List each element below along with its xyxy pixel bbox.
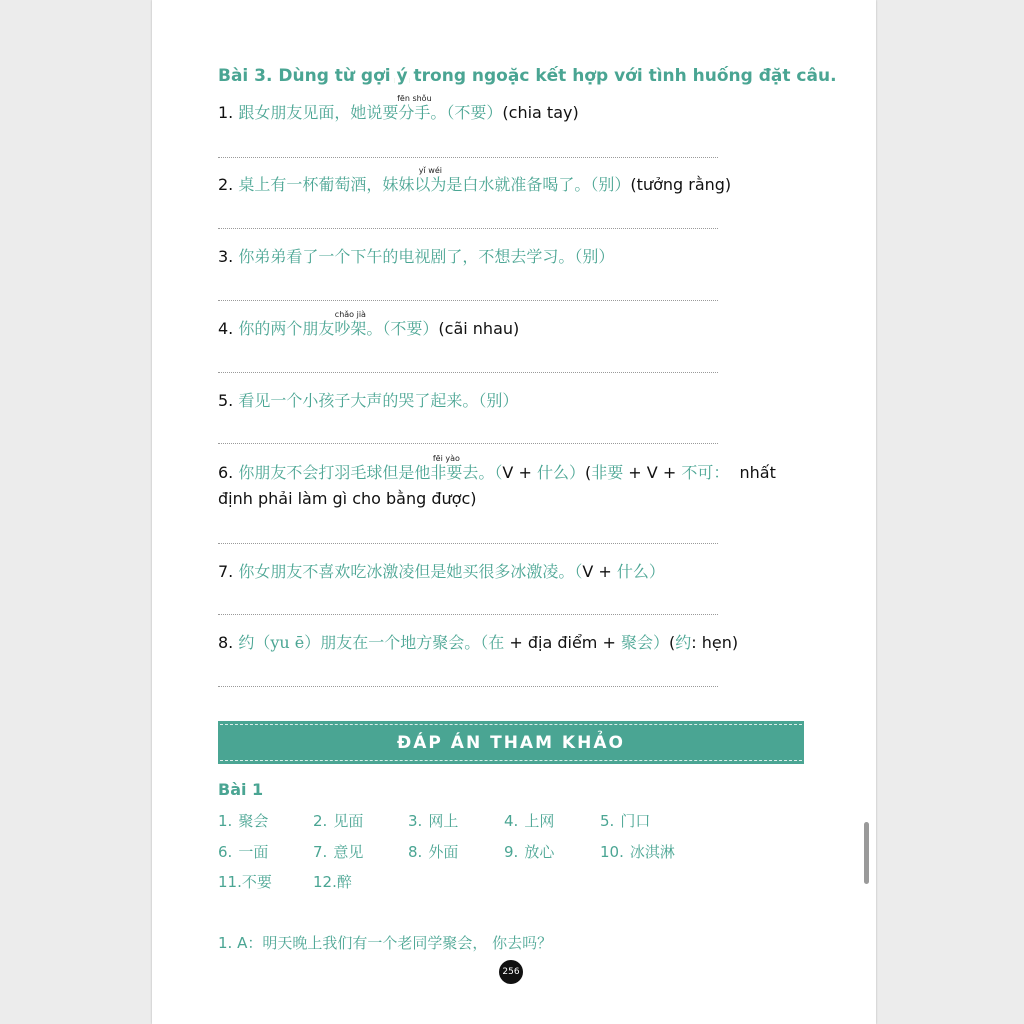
question-number: 4.: [218, 319, 234, 338]
question-text: 你弟弟看了一个下午的电视剧了，不想去学习。（别）: [238, 247, 615, 266]
answer-item: [313, 871, 352, 892]
vietnamese-meaning: nhất: [729, 463, 776, 482]
answer-item: [600, 841, 675, 862]
hint-word: 什么）: [616, 562, 665, 581]
answer-item: [218, 810, 268, 831]
question-text: 你的两个朋友: [238, 319, 335, 338]
answer-number: 4.: [504, 812, 519, 830]
question-2: [218, 166, 732, 196]
answer-number: 1.: [218, 812, 233, 830]
answer-word: 不要: [241, 873, 272, 891]
answer-item: [218, 871, 272, 892]
question-1: [218, 94, 579, 124]
hint-pattern: V +: [502, 463, 537, 482]
question-text: 你女朋友不喜欢吃冰激凌但是她买很多冰激凌。（: [238, 562, 583, 581]
answer-key-banner: [218, 721, 804, 764]
question-7: [218, 561, 665, 583]
bai-1-title: Bài 1: [218, 780, 264, 799]
answer-word: 冰淇淋: [629, 843, 675, 861]
ruby-word: [430, 454, 463, 484]
answer-line-3[interactable]: [218, 300, 718, 301]
question-hint: 是白水就准备喝了。（别）: [446, 175, 631, 194]
answer-number: 10.: [600, 843, 624, 861]
answer-line-6[interactable]: [218, 543, 718, 544]
ruby-word: [397, 94, 432, 124]
hint-word: 聚会）: [620, 633, 669, 652]
answer-number: 8.: [408, 843, 423, 861]
question-text: 你朋友不会打羽毛球但是他: [238, 463, 431, 482]
question-4: [218, 310, 520, 340]
pinyin-annotation: fēn shǒu: [397, 94, 432, 103]
hint-pattern: V +: [582, 562, 617, 581]
question-5: [218, 390, 518, 412]
hint-word: 非要: [591, 463, 624, 482]
ruby-base: 分手: [398, 103, 431, 122]
answer-line-7[interactable]: [218, 614, 718, 615]
answer-word: 醉: [336, 873, 352, 891]
question-text: 桌上有一杯葡萄酒，妹妹: [238, 175, 415, 194]
answer-number: 7.: [313, 843, 328, 861]
answer-item: [313, 810, 363, 831]
answer-number: 11.: [218, 873, 242, 891]
question-number: 2.: [218, 175, 234, 194]
answer-line-4[interactable]: [218, 372, 718, 373]
answer-item: [408, 810, 458, 831]
answer-word: 意见: [333, 843, 364, 861]
question-6: [218, 454, 776, 484]
answer-line-8[interactable]: [218, 686, 718, 687]
ruby-base: 以为: [414, 175, 447, 194]
answer-item: [218, 841, 268, 862]
answer-number: 2.: [313, 812, 328, 830]
vietnamese-meaning: : hẹn): [691, 633, 739, 652]
question-text: 跟女朋友见面，她说要: [238, 103, 399, 122]
vietnamese-meaning: (tưởng rằng): [630, 175, 732, 194]
question-number: 7.: [218, 562, 234, 581]
answer-number: 3.: [408, 812, 423, 830]
hint-word: 约: [675, 633, 692, 652]
ruby-base: 吵架: [334, 319, 367, 338]
answer-word: 聚会: [238, 812, 269, 830]
answer-line-5[interactable]: [218, 443, 718, 444]
question-hint: 。（不要）: [430, 103, 503, 122]
question-6-continuation: [218, 488, 477, 510]
vietnamese-meaning: định phải làm gì cho bằng được): [218, 489, 477, 508]
question-number: 8.: [218, 633, 234, 652]
question-number: 6.: [218, 463, 234, 482]
answer-word: 外面: [428, 843, 459, 861]
question-text: 约（yu ē）朋友在一个地方聚会。（在: [238, 633, 505, 652]
question-hint: 去。（: [462, 463, 503, 482]
hint-paren: (: [668, 633, 676, 652]
answer-number: 6.: [218, 843, 233, 861]
question-number: 1.: [218, 103, 234, 122]
answer-word: 一面: [238, 843, 269, 861]
ruby-base: 非要: [430, 463, 463, 482]
answer-line-2[interactable]: [218, 228, 718, 229]
ruby-word: [414, 166, 447, 196]
exercise-3-title: Bài 3. Dùng từ gợi ý trong ngoặc kết hợp với tình huống đặt câu.: [218, 66, 837, 86]
vietnamese-meaning: (cãi nhau): [438, 319, 520, 338]
answer-word: 门口: [620, 812, 651, 830]
question-text: 看见一个小孩子大声的哭了起来。（别）: [238, 391, 519, 410]
question-hint: 。（不要）: [366, 319, 439, 338]
vertical-scrollbar[interactable]: [864, 822, 869, 884]
answer-item: [504, 810, 554, 831]
ruby-word: [334, 310, 367, 340]
hint-pattern: + V +: [623, 463, 682, 482]
answer-word: 上网: [524, 812, 555, 830]
answer-item: [504, 841, 554, 862]
vietnamese-meaning: (chia tay): [502, 103, 579, 122]
hint-paren: (: [584, 463, 592, 482]
answer-word: 网上: [428, 812, 459, 830]
answer-word: 见面: [333, 812, 364, 830]
pinyin-annotation: yǐ wéi: [418, 166, 442, 175]
hint-word: 不可：: [681, 463, 730, 482]
question-3: [218, 246, 614, 268]
answer-line-1[interactable]: [218, 157, 718, 158]
answer-item: [408, 841, 458, 862]
answer-word: 放心: [524, 843, 555, 861]
hint-pattern: + địa điểm +: [504, 633, 621, 652]
hint-word: 什么）: [536, 463, 585, 482]
pinyin-annotation: chǎo jià: [334, 310, 366, 319]
page-number: 256: [499, 960, 523, 984]
question-number: 5.: [218, 391, 234, 410]
answer-number: 5.: [600, 812, 615, 830]
answer-number: 12.: [313, 873, 337, 891]
question-8: [218, 632, 738, 654]
question-number: 3.: [218, 247, 234, 266]
answer-number: 9.: [504, 843, 519, 861]
dialog-line-1: 1. A：明天晚上我们有一个老同学聚会， 你去吗？: [218, 934, 553, 952]
answer-item: [600, 810, 650, 831]
answer-item: [313, 841, 363, 862]
banner-title: ĐÁP ÁN THAM KHẢO: [397, 732, 625, 753]
pinyin-annotation: fēi yào: [432, 454, 460, 463]
